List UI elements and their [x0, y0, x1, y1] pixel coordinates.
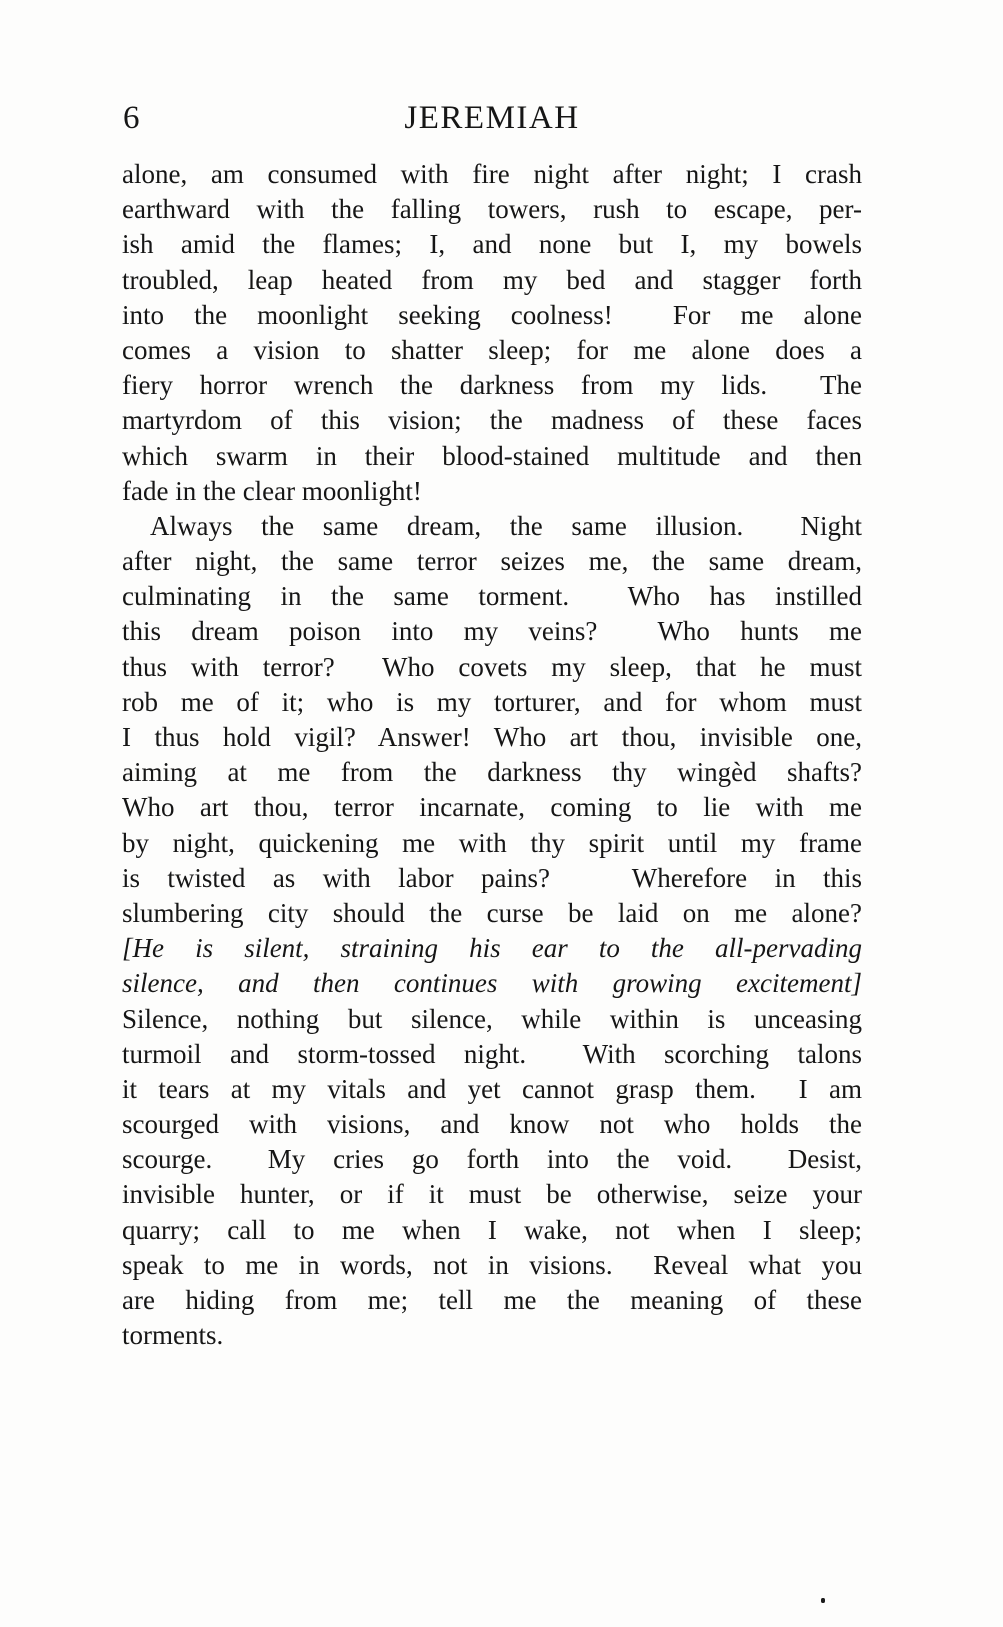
- text-line: fade in the clear moonlight!: [122, 475, 422, 506]
- text-line: comes a vision to shatter sleep; for me alone does a: [122, 334, 862, 365]
- text-line: are hiding from me; tell me the meaning of these: [122, 1285, 862, 1315]
- text-line: alone, am consumed with fire night after night; I crash: [122, 159, 862, 189]
- text-line: earthward with the falling towers, rush to escape, per-: [122, 194, 862, 225]
- text-line: which swarm in their blood-stained multitude and then: [122, 440, 862, 471]
- text-line: invisible hunter, or if it must be otherwise, seize your: [122, 1179, 862, 1210]
- text-line: ish amid the flames; I, and none but I, my bowels: [122, 229, 862, 260]
- text-line: scourged with visions, and know not who holds the: [122, 1109, 862, 1140]
- text-line: it tears at my vitals and yet cannot grasp them. I am: [122, 1073, 862, 1104]
- text-line: aiming at me from the darkness thy wingèd shafts?: [122, 757, 862, 788]
- text-line: quarry; call to me when I wake, not when I sleep;: [122, 1214, 862, 1245]
- text-line: fiery horror wrench the darkness from my lids. The: [122, 370, 862, 401]
- text-line: I thus hold vigil? Answer! Who art thou, invisible one,: [122, 722, 862, 752]
- text-line: thus with terror? Who covets my sleep, that he must: [122, 651, 862, 682]
- text-line: this dream poison into my veins? Who hunts me: [122, 616, 862, 647]
- text-line: after night, the same terror seizes me, the same dream,: [122, 546, 862, 577]
- text-line: culminating in the same torment. Who has instilled: [122, 581, 862, 612]
- text-line: [He is silent, straining his ear to the all-pervading: [122, 933, 862, 964]
- text-line: turmoil and storm-tossed night. With scorching talons: [122, 1038, 862, 1069]
- text-line: troubled, leap heated from my bed and stagger forth: [122, 264, 862, 295]
- text-line: Who art thou, terror incarnate, coming to lie with me: [122, 792, 862, 823]
- text-line: into the moonlight seeking coolness! For me alone: [122, 299, 862, 330]
- scan-speck: [821, 1598, 825, 1603]
- text-line: rob me of it; who is my torturer, and for whom must: [122, 686, 862, 717]
- text-line: is twisted as with labor pains? Wherefore in this: [122, 862, 862, 893]
- page-body-text: [122, 157, 862, 1353]
- text-line: speak to me in words, not in visions. Reveal what you: [122, 1249, 862, 1280]
- text-line: scourge. My cries go forth into the void. Desist,: [122, 1144, 862, 1175]
- running-title: JEREMIAH: [404, 100, 580, 136]
- text-line: by night, quickening me with thy spirit until my frame: [122, 827, 862, 858]
- page-number: 6: [123, 100, 140, 136]
- text-line: Silence, nothing but silence, while within is unceasing: [122, 1003, 862, 1034]
- text-line: silence, and then continues with growing excitement]: [122, 968, 862, 999]
- text-line: martyrdom of this vision; the madness of these faces: [122, 405, 862, 436]
- text-line: torments.: [122, 1320, 224, 1351]
- text-line: slumbering city should the curse be laid on me alone?: [122, 897, 862, 928]
- text-line: Always the same dream, the same illusion. Night: [150, 510, 862, 541]
